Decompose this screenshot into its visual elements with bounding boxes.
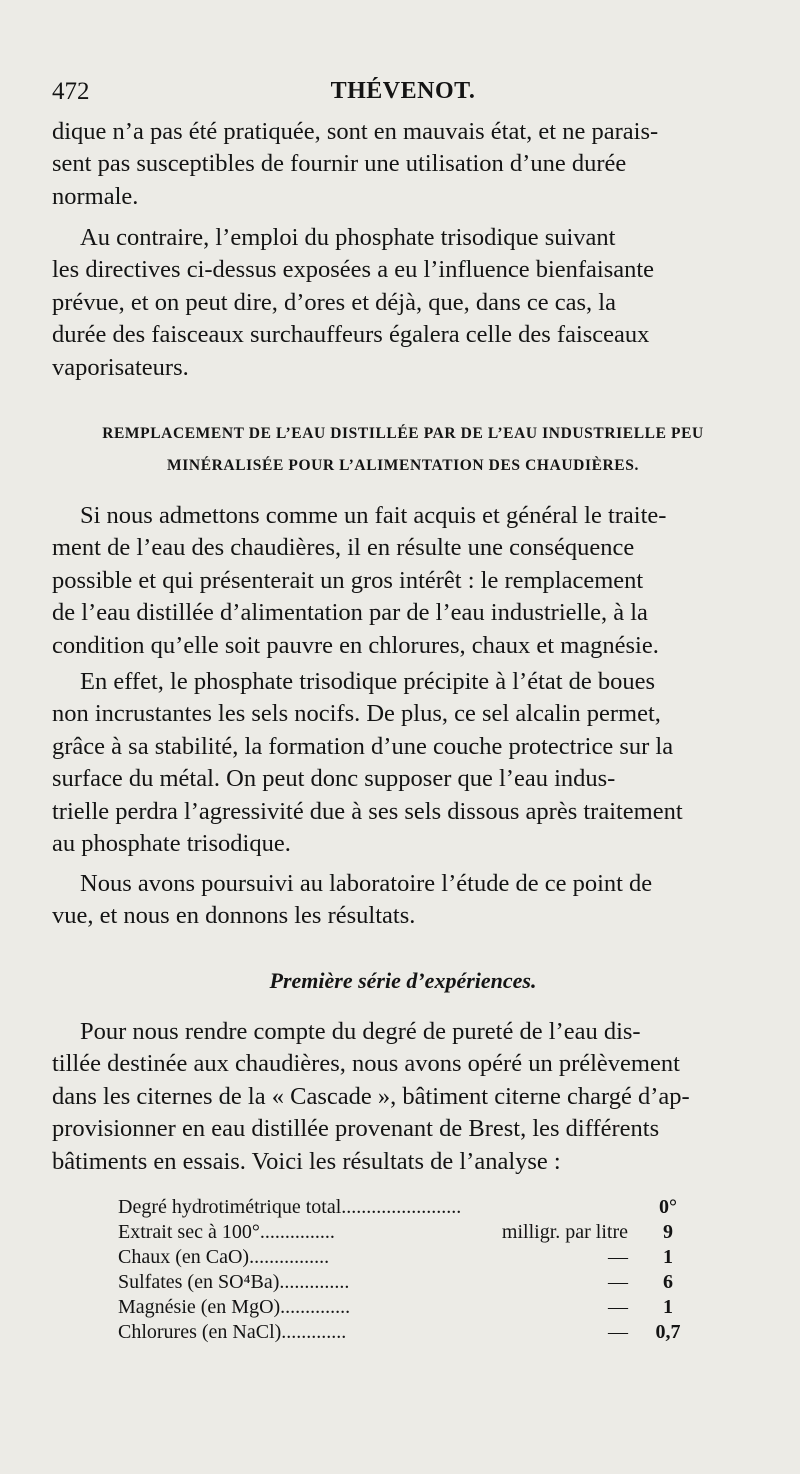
text-line: possible et qui présenterait un gros intérêt : le remplacement [52,566,644,594]
text-line: grâce à sa stabilité, la formation d’une couche protectrice sur la [52,732,674,760]
row-unit: — [608,1246,628,1268]
text-line: Nous avons poursuivi au laboratoire l’étude de ce point de [80,870,653,897]
row-label: Chlorures (en NaCl)............. [118,1321,347,1343]
row-value: 1 [663,1296,673,1318]
row-value: 9 [663,1221,673,1243]
section-heading [52,418,754,482]
series-title: Première série d’expériences. [269,968,537,993]
text-line: prévue, et on peut dire, d’ores et déjà, que, dans ce cas, la [52,288,616,316]
table-row [118,1295,688,1320]
row-label: Magnésie (en MgO).............. [118,1296,351,1318]
analysis-table [118,1195,688,1345]
text-line: condition qu’elle soit pauvre en chlorures, chaux et magnésie. [52,631,659,659]
paragraph-3 [52,500,754,662]
running-title: THÉVENOT. [330,78,476,104]
text-line: ment de l’eau des chaudières, il en résulte une conséquence [52,534,635,562]
row-unit: milligr. par litre [501,1221,628,1243]
row-label: Extrait sec à 100°............... [118,1221,335,1243]
paragraph-5 [52,868,754,933]
row-label: Degré hydrotimétrique total........................ [118,1196,462,1218]
row-label: Sulfates (en SO⁴Ba).............. [118,1271,350,1293]
text-line: de l’eau distillée d’alimentation par de l’eau industrielle, à la [52,599,648,627]
table-row [118,1245,688,1270]
paragraph-6 [52,1016,754,1178]
row-label: Chaux (en CaO)................ [118,1246,330,1268]
text-line: dique n’a pas été pratiquée, sont en mauvais état, et ne parais- [52,118,659,145]
row-unit: — [608,1296,628,1318]
text-line: trielle perdra l’agressivité due à ses sels dissous après traitement [52,797,683,825]
table-row [118,1220,688,1245]
row-unit: — [608,1271,628,1293]
text-line: Au contraire, l’emploi du phosphate trisodique suivant [80,224,616,251]
text-line: durée des faisceaux surchauffeurs égalera celle des faisceaux [52,321,650,349]
table-row [118,1195,688,1220]
text-line: vaporisateurs. [52,353,189,381]
section-heading-line: MINÉRALISÉE POUR L’ALIMENTATION DES CHAUDIÈRES. [167,457,639,474]
row-unit: — [608,1321,628,1343]
table-row [118,1270,688,1295]
paragraph-1 [52,116,754,213]
paragraph-4 [52,666,754,860]
text-line: bâtiments en essais. Voici les résultats de l’analyse : [52,1147,561,1175]
page-number: 472 [52,78,90,105]
text-line: Pour nous rendre compte du degré de pureté de l’eau dis- [80,1018,641,1045]
text-line: provisionner en eau distillée provenant de Brest, les différents [52,1115,660,1143]
paragraph-2 [52,222,754,384]
text-line: dans les citernes de la « Cascade », bâtiment citerne chargé d’ap- [52,1082,690,1110]
text-line: au phosphate trisodique. [52,830,291,858]
text-line: sent pas susceptibles de fournir une utilisation d’une durée [52,150,627,178]
text-line: En effet, le phosphate trisodique précipite à l’état de boues [80,668,656,695]
row-value: 1 [663,1246,673,1268]
row-value: 0,7 [655,1321,681,1343]
table-row [118,1320,688,1345]
text-line: surface du métal. On peut donc supposer que l’eau indus- [52,765,616,793]
text-line: les directives ci-dessus exposées a eu l’influence bienfaisante [52,256,655,284]
text-line: Si nous admettons comme un fait acquis et général le traite- [80,502,667,529]
row-value: 0° [659,1196,677,1218]
row-value: 6 [663,1271,673,1293]
text-line: vue, et nous en donnons les résultats. [52,902,416,930]
section-heading-line: REMPLACEMENT DE L’EAU DISTILLÉE PAR DE L’EAU INDUSTRIELLE PEU [102,425,704,442]
text-line: tillée destinée aux chaudières, nous avons opéré un prélèvement [52,1050,680,1078]
text-line: non incrustantes les sels nocifs. De plus, ce sel alcalin permet, [52,700,661,728]
text-line: normale. [52,182,139,210]
page-header [52,78,754,110]
